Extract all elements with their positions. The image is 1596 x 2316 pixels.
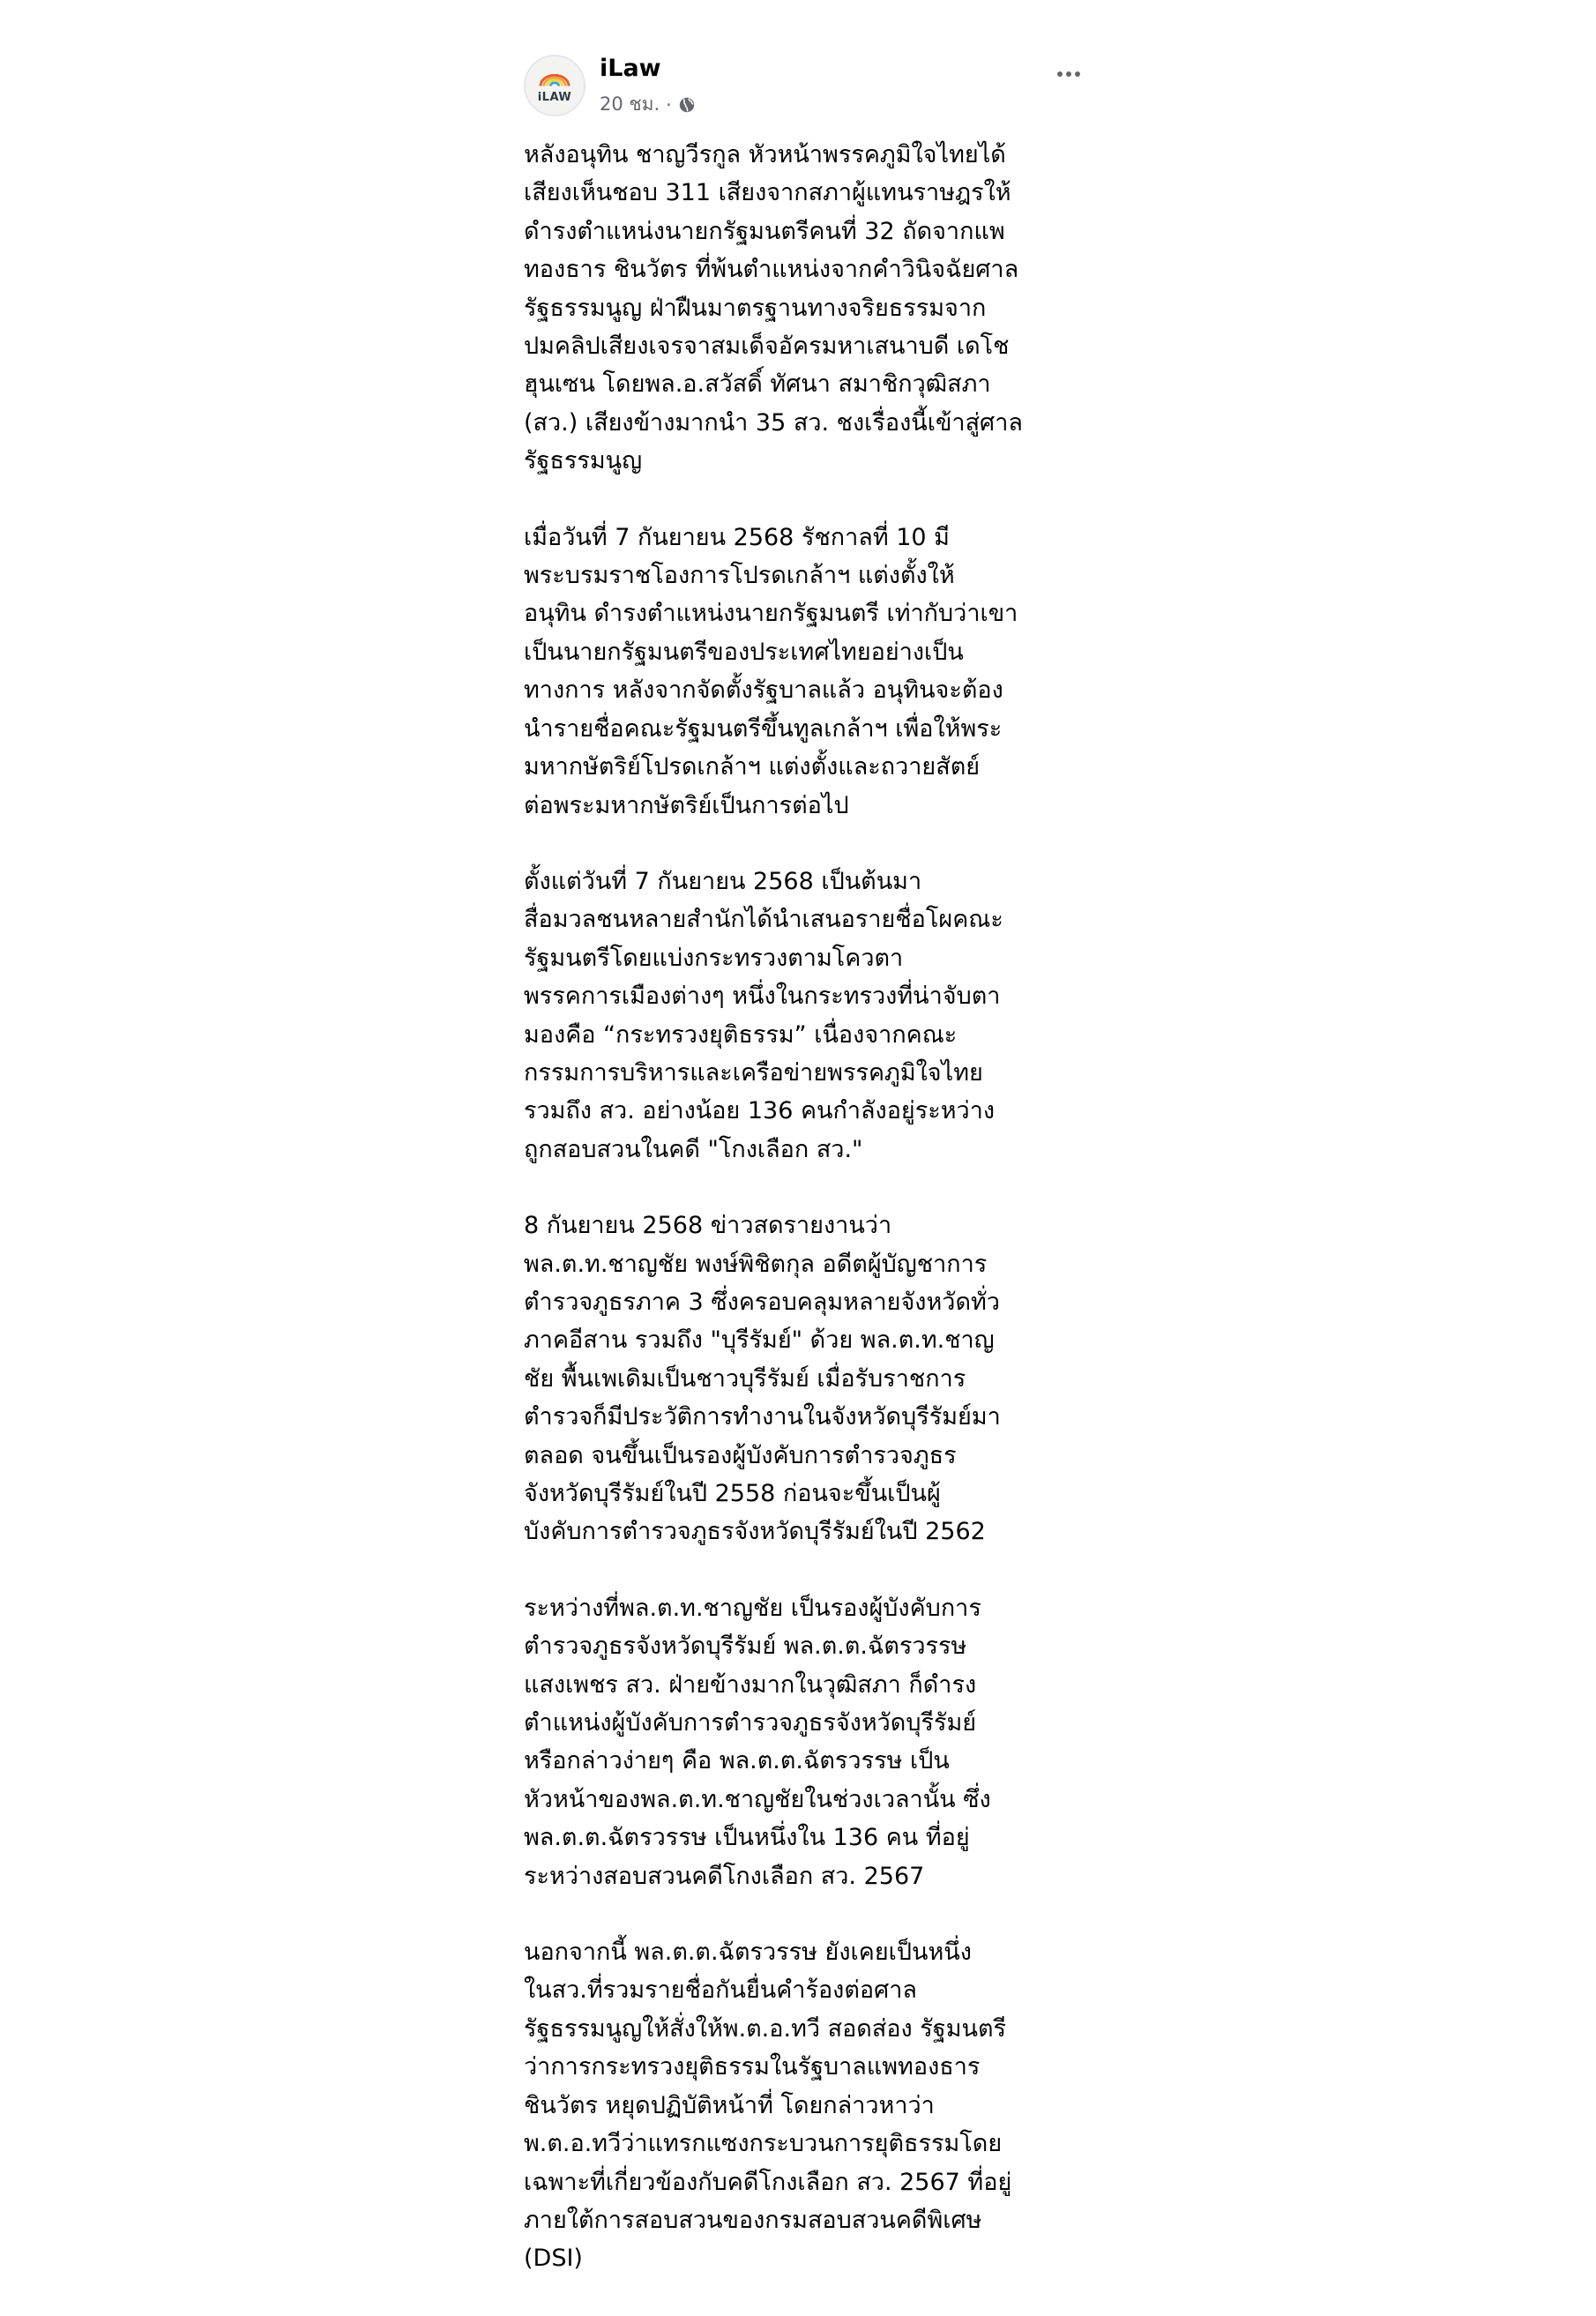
more-options-icon[interactable] — [1051, 56, 1086, 92]
meta-separator: · — [666, 93, 672, 116]
avatar-logo-text: iLAW — [537, 91, 572, 104]
globe-icon[interactable] — [678, 96, 696, 114]
post-paragraph: หลังอนุทิน ชาญวีรกูล หัวหน้าพรรคภูมิใจไทยได้ เสียงเห็นชอบ 311 เสียงจากสภาผู้แทนราษฎรให้ ดำรงตำแหน่งนายกรัฐมนตรีคนที่ 32 ถัดจากแพ ทองธาร ชินวัตร ที่พ้นตำแหน่งจากคำวินิจฉัยศาล รัฐธรรมนูญ ฝ่าฝืนมาตรฐานทางจริยธรรมจาก ปมคลิปเสียงเจรจาสมเด็จอัครมหาเสนาบดี เดโช ฮุนเซน โดยพล.อ.สวัสดิ์ ทัศนา สมาชิกวุฒิสภา (สว.) เสียงข้างมากนำ 35 สว. ชงเรื่องนี้เข้าสู่ศาล รัฐธรรมนูญ — [524, 141, 1023, 475]
post-header — [522, 51, 1086, 131]
post-paragraph: เมื่อวันที่ 7 กันยายน 2568 รัชกาลที่ 10 มี พระบรมราชโองการโปรดเกล้าฯ แต่งตั้งให้ อนุทิน ดำรงตำแหน่งนายกรัฐมนตรี เท่ากับว่าเขา เป็นนายกรัฐมนตรีของประเทศไทยอย่างเป็น ทางการ หลังจากจัดตั้งรัฐบาลแล้ว อนุทินจะต้อง นำรายชื่อคณะรัฐมนตรีขึ้นทูลเกล้าฯ เพื่อให้พระ มหากษัตริย์โปรดเกล้าฯ แต่งตั้งและถวายสัตย์ ต่อพระมหากษัตริย์เป็นการต่อไป — [524, 523, 1018, 819]
ilaw-logo-icon — [526, 65, 584, 93]
post-paragraph: ระหว่างที่พล.ต.ท.ชาญชัย เป็นรองผู้บังคับการ ตำรวจภูธรจังหวัดบุรีรัมย์ พล.ต.ต.ฉัตรวรรษ แสงเพชร สว. ฝ่ายข้างมากในวุฒิสภา ก็ดำรง ตำแหน่งผู้บังคับการตำรวจภูธรจังหวัดบุรีรัมย์ หรือกล่าวง่ายๆ คือ พล.ต.ต.ฉัตรวรรษ เป็น หัวหน้าของพล.ต.ท.ชาญชัยในช่วงเวลานั้น ซึ่ง พล.ต.ต.ฉัตรวรรษ เป็นหนึ่งใน 136 คน ที่อยู่ ระหว่างสอบสวนคดีโกงเลือก สว. 2567 — [524, 1594, 991, 1890]
post-paragraph: ตั้งแต่วันที่ 7 กันยายน 2568 เป็นต้นมา สื่อมวลชนหลายสำนักได้นำเสนอรายชื่อโผคณะ รัฐมนตรีโดยแบ่งกระทรวงตามโควตา พรรคการเมืองต่างๆ หนึ่งในกระทรวงที่น่าจับตา มองคือ “กระทรวงยุติธรรม” เนื่องจากคณะ กรรมการบริหารและเครือข่ายพรรคภูมิใจไทย รวมถึง สว. อย่างน้อย 136 คนกำลังอยู่ระหว่าง ถูกสอบสวนในคดี "โกงเลือก สว." — [524, 867, 1003, 1163]
post-meta — [600, 90, 696, 119]
facebook-post — [522, 51, 1086, 2273]
post-body — [524, 136, 1088, 2316]
post-paragraph: นอกจากนี้ พล.ต.ต.ฉัตรวรรษ ยังเคยเป็นหนึ่ง ในสว.ที่รวมรายชื่อกันยื่นคำร้องต่อศาล รัฐธรรมนูญให้สั่งให้พ.ต.อ.ทวี สอดส่อง รัฐมนตรี ว่าการกระทรวงยุติธรรมในรัฐบาลแพทองธาร ชินวัตร หยุดปฏิบัติหน้าที่ โดยกล่าวหาว่า พ.ต.อ.ทวีว่าแทรกแซงกระบวนการยุติธรรมโดย เฉพาะที่เกี่ยวข้องกับคดีโกงเลือก สว. 2567 ที่อยู่ ภายใต้การสอบสวนของกรมสอบสวนคดีพิเศษ (DSI) — [524, 1939, 1012, 2273]
post-paragraph: 8 กันยายน 2568 ข่าวสดรายงานว่า พล.ต.ท.ชาญชัย พงษ์พิชิตกุล อดีตผู้บัญชาการ ตำรวจภูธรภาค 3 ซึ่งครอบคลุมหลายจังหวัดทั่ว ภาคอีสาน รวมถึง "บุรีรัมย์" ด้วย พล.ต.ท.ชาญ ชัย พื้นเพเดิมเป็นชาวบุรีรัมย์ เมื่อรับราชการ ตำรวจก็มีประวัติการทำงานในจังหวัดบุรีรัมย์มา ตลอด จนขึ้นเป็นรองผู้บังคับการตำรวจภูธร จังหวัดบุรีรัมย์ในปี 2558 ก่อนจะขึ้นเป็นผู้ บังคับการตำรวจภูธรจังหวัดบุรีรัมย์ในปี 2562 — [524, 1212, 1001, 1546]
page-avatar[interactable] — [524, 55, 585, 116]
page-name-link[interactable]: iLaw — [600, 55, 661, 82]
post-timestamp[interactable]: 20 ชม. — [600, 93, 660, 115]
